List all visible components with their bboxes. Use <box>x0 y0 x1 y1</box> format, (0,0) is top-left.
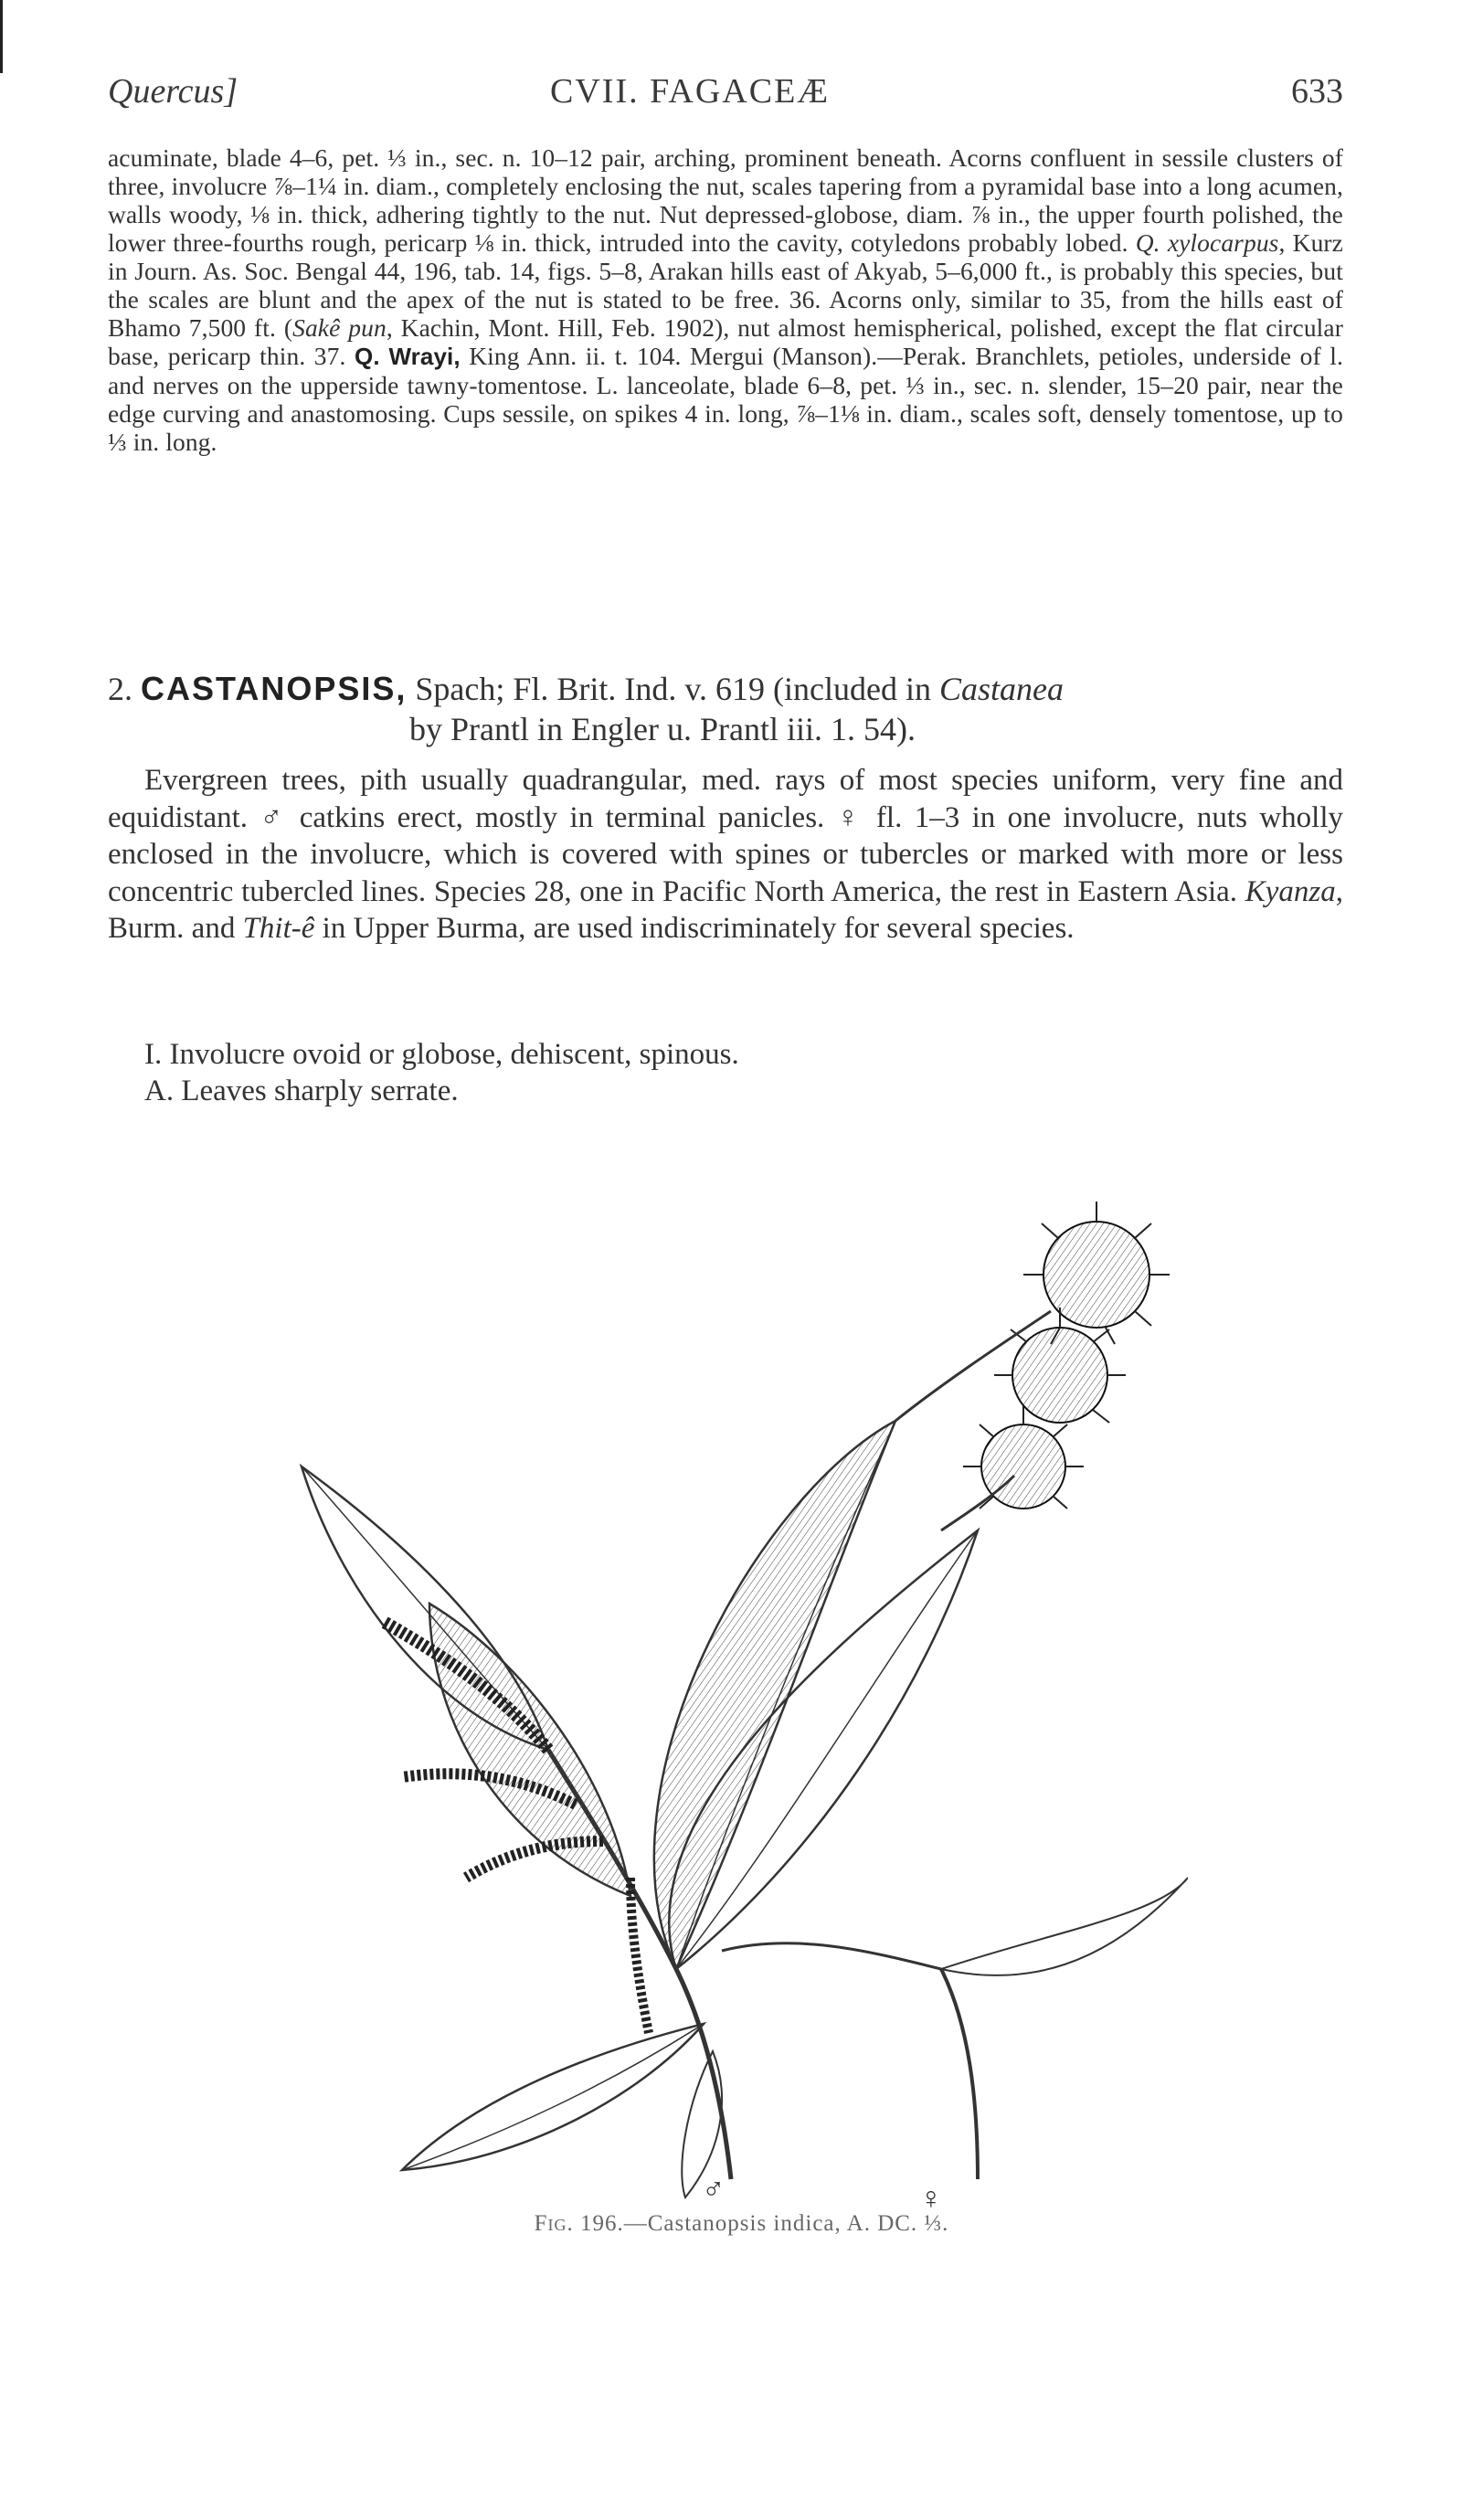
text-run: acuminate, blade 4–6, pet. ⅓ in., sec. n. 10–12 pair, arching, prominent beneath. Acorns confluent in sessile clusters of three, involucre ⅞–1¼ in. diam., completely enclosing the nut, scales tapering from a pyramidal base into a long acumen, walls woody, ⅛ in. thick, adhering tightly to the nut. Nut depressed-globose, diam. ⅞ in., the upper fourth polished, the lower three-fourths rough, pericarp ⅛ in. thick, intruded into the cavity, cotyledons probably lobed. <box>108 143 1343 257</box>
genus-authority: Spach; Fl. Brit. Ind. v. 619 (included in <box>415 671 931 707</box>
text-run: Evergreen trees, pith usually quadrangular, med. rays of most species uniform, very fine and equidistant. ♂ catkins erect, mostly in terminal panicles. ♀ fl. 1–3 in one involucre, nuts wholly enclosed in the involucre, which is covered with spines or tubercles or marked with more or less concentric tubercled lines. Species 28, one in Pacific North America, the rest in Eastern Asia. <box>108 764 1343 908</box>
header-genus: Quercus] <box>108 72 238 111</box>
leaf <box>402 2024 704 2170</box>
leaf <box>429 1604 630 1896</box>
male-symbol: ♂ <box>702 2173 726 2207</box>
genus-synonym: Castanea <box>938 671 1064 707</box>
figure-caption <box>0 2211 1483 2237</box>
page-edge-line <box>0 0 3 73</box>
genus-heading <box>108 669 1343 749</box>
vernacular-name: Thit-ê <box>242 912 315 945</box>
botanical-illustration <box>247 1147 1188 2216</box>
key-line-1: I. Involucre ovoid or globose, dehiscent, spinous. <box>144 1038 739 1071</box>
castanopsis-drawing <box>247 1147 1188 2216</box>
genus-reference: by Prantl in Engler u. Prantl iii. 1. 54). <box>409 711 916 747</box>
side-stem <box>722 1943 941 1969</box>
caption-scale: ⅓. <box>924 2211 949 2236</box>
genus-description <box>108 762 1343 948</box>
genus-number: 2. <box>108 671 132 707</box>
header-family: CVII. FAGACEÆ <box>550 72 831 111</box>
text-run: , Kurz in Journ. As. Soc. Bengal 44, 196, tab. 14, figs. 5–8, Arakan hills east of Akyab, 5–6,000 ft., is probably this species, but the scales are blunt and the apex of the nut is stated to be free. 36. Acorns only, similar to 35, from the hills east of Bhamo 7,500 ft. ( <box>108 228 1343 342</box>
vernacular-name: Kyanza <box>1245 874 1336 908</box>
quercus-continuation-text <box>108 143 1343 456</box>
female-stem <box>941 1969 978 2179</box>
text-run: , Kachin, Mont. Hill, Feb. 1902), nut almost hemispherical, polished, except the flat circular base, pericarp thin. 37. <box>108 313 1343 370</box>
page-number: 633 <box>1291 72 1343 111</box>
caption-label: Fig. <box>534 2211 574 2236</box>
running-header <box>108 64 1343 119</box>
local-name: Sakê pun <box>292 313 387 342</box>
text-run: King Ann. ii. t. 104. Mergui (Manson).—Perak. Branchlets, petioles, underside of l. and nerves on the upperside tawny-tomentose. L. lanceolate, blade 6–8, pet. ⅓ in., sec. n. slender, 15–20 pair, near the edge curving and anastomosing. Cups sessile, on spikes 4 in. long, ⅞–1⅛ in. diam., scales soft, densely tomentose, up to ⅓ in. long. <box>108 342 1343 456</box>
female-symbol: ♀ <box>919 2182 943 2216</box>
text-run: , Burm. and <box>108 874 1344 945</box>
text-run: in Upper Burma, are used indiscriminately for several species. <box>322 912 1075 945</box>
species-heading: Q. Wrayi, <box>355 343 461 370</box>
caption-text: 196.—Castanopsis indica, A. DC. <box>579 2211 918 2236</box>
leaf <box>941 1878 1188 1975</box>
genus-name: CASTANOPSIS, <box>141 670 408 707</box>
key-line-2: A. Leaves sharply serrate. <box>144 1075 459 1107</box>
species-name: Q. xylocarpus <box>1135 228 1279 257</box>
